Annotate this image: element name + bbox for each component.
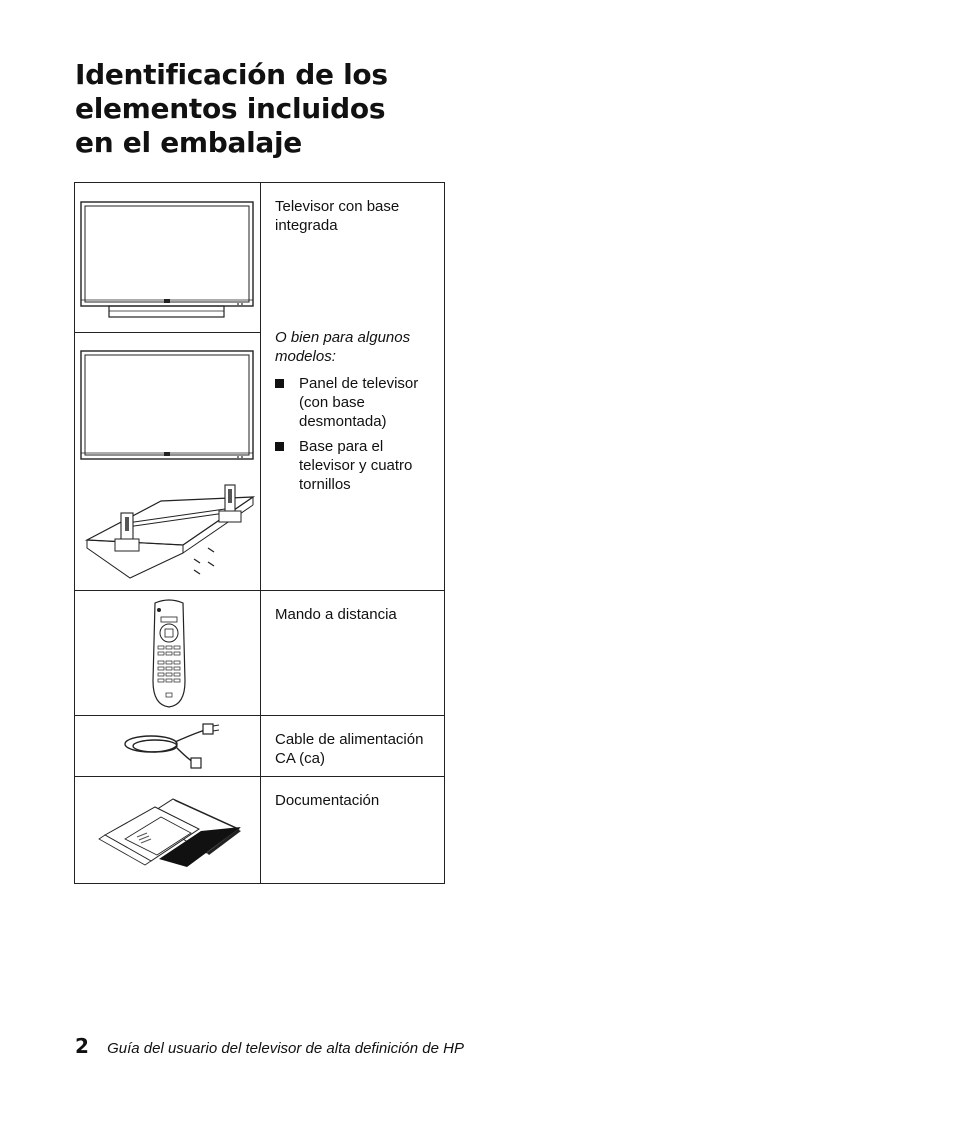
power-cable-description-cell xyxy=(261,716,445,777)
tv-with-stand-image xyxy=(75,183,261,333)
page-number: 2 xyxy=(75,1034,89,1058)
tv-integrated-label: Televisor con base integrada xyxy=(275,198,400,234)
remote-description-cell xyxy=(261,591,445,716)
page-title xyxy=(75,58,495,160)
remote-label: Mando a distancia xyxy=(275,606,397,623)
title-line-2: elementos incluidos xyxy=(75,92,386,125)
remote-control-image xyxy=(75,591,261,716)
package-contents-table xyxy=(74,182,445,884)
documentation-image xyxy=(75,777,261,884)
tv-panel-and-stand-image xyxy=(75,333,261,591)
bullet-icon xyxy=(275,442,284,451)
power-cable-label: Cable de alimentación CA (ca) xyxy=(275,731,424,767)
title-line-3: en el embalaje xyxy=(75,126,302,159)
tv-description-cell xyxy=(261,183,445,591)
power-cable-image xyxy=(75,716,261,777)
alt-models-intro: O bien para algunos modelos: xyxy=(275,329,411,365)
footer-text: Guía del usuario del televisor de alta definición de HP xyxy=(107,1040,464,1057)
title-line-1: Identificación de los xyxy=(75,58,388,91)
bullet-icon xyxy=(275,379,284,388)
documentation-label: Documentación xyxy=(275,792,380,809)
documentation-description-cell xyxy=(261,777,445,884)
page-footer xyxy=(75,1034,464,1058)
list-item: Panel de televisor (con base desmontada) xyxy=(275,374,434,431)
alt-models-list xyxy=(275,374,434,494)
list-item: Base para el televisor y cuatro tornillos xyxy=(275,437,434,494)
